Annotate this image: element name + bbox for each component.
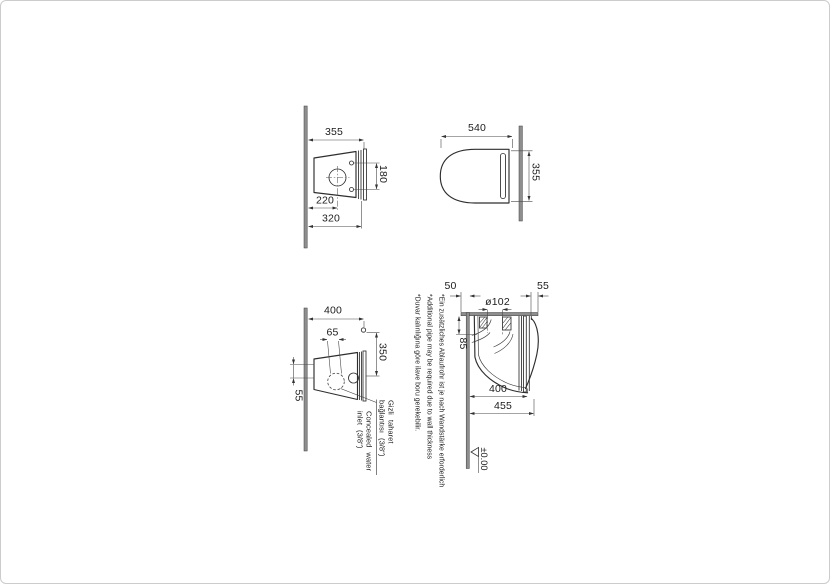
note-turkish: *Duvar kalınlığına göre ilave boru gerekebilir. [413,294,421,432]
wall-section [304,106,307,248]
lid-profile [526,319,539,389]
view-plan [440,122,541,221]
dim-label: 65 [326,326,339,339]
floor-section [466,313,469,469]
floor-datum [471,447,489,473]
view-rear-elevation [304,106,389,248]
dim-label: 400 [323,304,343,317]
dim-455 [470,399,534,416]
dim-label: 355 [529,163,542,182]
mounting-flange [360,351,367,401]
dim-400-install [309,305,365,328]
bowl-plan-outline [440,149,509,203]
inlet-callout-text [356,400,396,471]
dim-label: 455 [493,400,513,412]
fixing-hole-bottom [350,188,354,192]
leader-line [341,389,377,403]
note-english: *Additional pipe may be required due to wall thickness [425,294,433,460]
callout-en-line2: inlet (3/8") [355,411,365,449]
dim-55-section [521,280,550,315]
wall-section [519,126,522,221]
inlet-position-hole [361,328,365,332]
dim-label: 540 [467,122,487,134]
dim-220 [309,195,338,209]
dim-350 [366,333,389,377]
callout-tr-line2: bağlantısı (3/8") [377,400,387,457]
dim-label: 350 [376,343,389,362]
dim-label: 355 [324,126,344,138]
bowl-plan-inner-edge [501,154,506,199]
concealed-inlet-circle [328,373,345,390]
dim-355-rear [309,126,365,150]
dim-label: 55 [536,280,550,292]
dim-50 [444,280,480,312]
wall-section [461,313,538,316]
dim-55-install [290,357,315,402]
technical-drawing-svg [1,1,830,584]
dim-180 [354,163,389,190]
dim-65 [320,327,346,374]
dim-540 [441,122,513,148]
footnotes [414,294,445,487]
dim-label: 180 [377,165,389,184]
soil-pipe-section [480,317,512,335]
dim-label: 220 [315,194,335,207]
datum-triangle-icon [471,447,479,456]
datum-label: ±0.00 [479,447,489,471]
dim-label: 55 [292,389,305,402]
dim-label: 50 [444,280,457,292]
fixing-hole-top [350,161,354,165]
wall-section [304,308,307,451]
callout-tr-line1: Gizli taharet [386,400,396,444]
view-installation-rear [290,305,396,476]
dim-400-section [470,383,527,397]
callout-en-line1: Concealed water [364,411,374,471]
dim-label: 320 [321,212,341,225]
note-german: *Ein zusätzliches Ablaufrohr ist je nach Wandstärke erforderlich [437,294,445,488]
dim-label: 400 [488,383,508,395]
view-side-section [444,280,549,473]
dim-355-plan [511,151,542,202]
mounting-flange [359,149,367,200]
dim-label: 85 [457,337,469,350]
dim-label: ø102 [485,296,510,308]
